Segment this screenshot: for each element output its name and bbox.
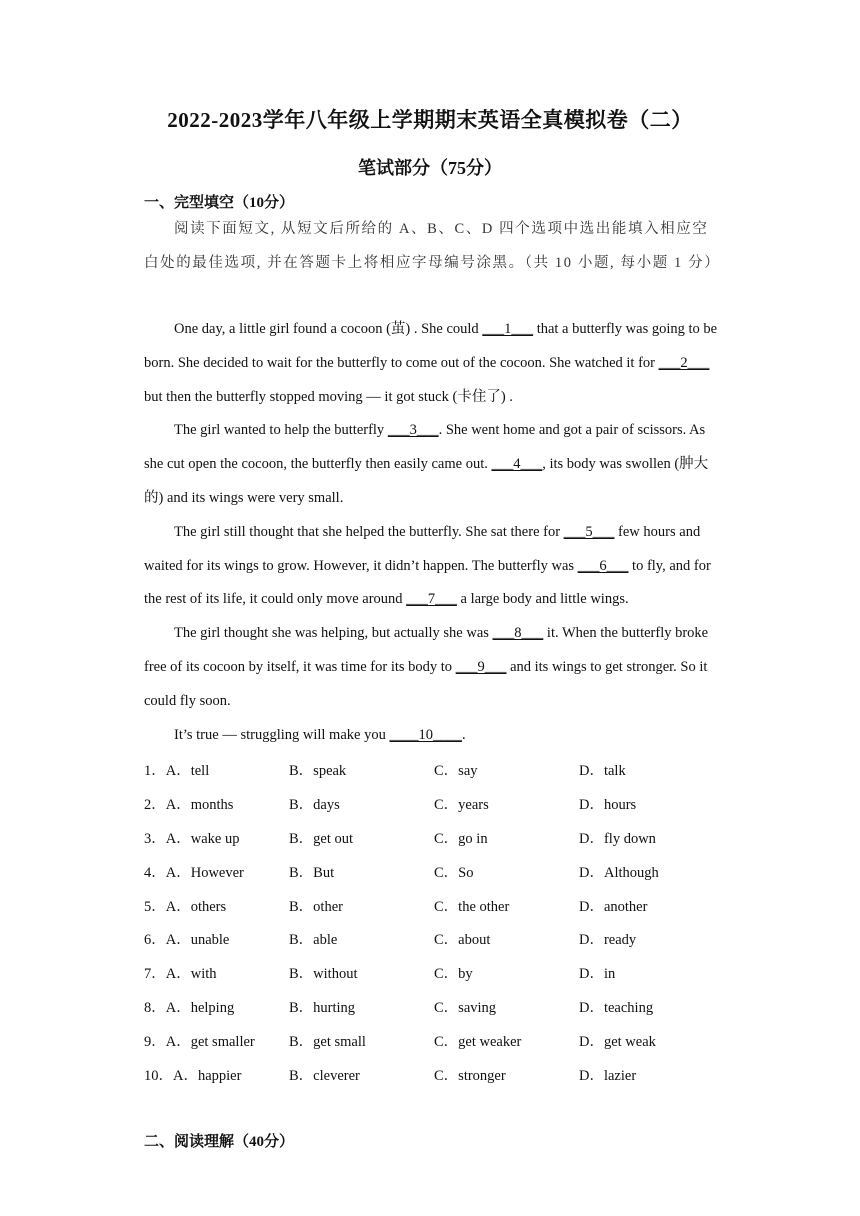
question-number: 9． [144, 1033, 166, 1050]
option-cell [289, 962, 434, 983]
option-b: B．get small [289, 1033, 366, 1050]
passage-text: to fly, and for the rest of its life, it could only move around [144, 557, 711, 608]
option-a: A．helping [165, 999, 235, 1016]
option-cell [289, 827, 434, 848]
option-d: D．get weak [579, 1033, 656, 1050]
question-number: 5． [144, 898, 166, 915]
passage-paragraph [144, 414, 718, 515]
cloze-blank: ___9___ [455, 658, 507, 675]
section-1-instruction: 阅读下面短文, 从短文后所给的 A、B、C、D 四个选项中选出能填入相应空白处的最佳选项, 并在答题卡上将相应字母编号涂黑。（共 10 小题, 每小题 1 分） [144, 221, 721, 271]
option-d: D．fly down [579, 830, 656, 847]
option-cell [144, 861, 289, 882]
option-cell [434, 895, 579, 916]
question-number: 7． [144, 966, 166, 983]
question-number: 10． [144, 1067, 173, 1084]
passage-paragraph [144, 617, 718, 718]
passage-text: One day, a little girl found a cocoon (茧) . She could [174, 321, 483, 337]
question-options-row [144, 854, 724, 888]
passage-paragraph [144, 313, 718, 414]
option-c: C．years [434, 797, 489, 814]
option-b: B．without [289, 966, 358, 983]
option-d: D．teaching [579, 999, 654, 1016]
cloze-blank: ___4___ [491, 456, 543, 473]
passage-text: . She went home and got a pair of scissors. As she cut open the cocoon, the butterfly then easily came out. [144, 422, 706, 473]
option-cell [144, 1064, 289, 1085]
passage-text: a large body and little wings. [456, 591, 629, 608]
option-a: A．However [165, 864, 244, 881]
option-cell [579, 793, 724, 814]
option-cell [579, 895, 724, 916]
option-cell [289, 759, 434, 780]
option-cell [579, 962, 724, 983]
passage-text: The girl wanted to help the butterfly [174, 422, 388, 439]
option-b: B．cleverer [289, 1067, 360, 1084]
option-cell [289, 928, 434, 949]
option-cell [144, 962, 289, 983]
question-options-row [144, 1057, 724, 1091]
option-cell [434, 928, 579, 949]
option-c: C．say [434, 763, 478, 780]
option-c: C．the other [434, 898, 510, 915]
option-a: A．tell [165, 763, 210, 780]
option-cell [144, 996, 289, 1017]
option-cell [289, 996, 434, 1017]
option-c: C．stronger [434, 1067, 506, 1084]
option-d: D．talk [579, 763, 626, 780]
option-cell [289, 895, 434, 916]
question-number: 4． [144, 864, 166, 881]
passage-text: but then the butterfly stopped moving — it got stuck (卡住了) . [144, 388, 513, 405]
option-d: D．hours [579, 797, 637, 814]
option-c: C．get weaker [434, 1033, 522, 1050]
question-options-row [144, 956, 724, 990]
cloze-passage [144, 313, 718, 752]
passage-paragraph [144, 516, 718, 617]
passage-paragraph [144, 719, 718, 753]
option-cell [289, 861, 434, 882]
option-cell [144, 895, 289, 916]
option-b: B．other [289, 898, 343, 915]
option-cell [144, 759, 289, 780]
question-options-row [144, 787, 724, 821]
option-cell [289, 793, 434, 814]
passage-text: that a butterfly was going to be born. She decided to wait for the butterfly to come out of the cocoon. She watched it for [144, 321, 718, 371]
option-d: D．ready [579, 932, 637, 949]
option-cell [434, 793, 579, 814]
option-d: D．another [579, 898, 648, 915]
option-b: B．able [289, 932, 338, 949]
question-options-row [144, 990, 724, 1024]
passage-text: The girl thought she was helping, but actually she was [174, 625, 493, 642]
option-cell [579, 1030, 724, 1051]
option-cell [144, 1030, 289, 1051]
passage-text: , its body was swollen (肿大的) and its wings were very small. [144, 456, 709, 506]
option-b: B．hurting [289, 999, 356, 1016]
passage-text: few hours and waited for its wings to grow. However, it didn’t happen. The butterfly was [144, 523, 701, 574]
option-cell [434, 759, 579, 780]
option-a: A．others [165, 898, 227, 915]
answer-options [144, 753, 724, 1091]
option-cell [144, 928, 289, 949]
option-a: A．with [165, 966, 217, 983]
option-b: B．get out [289, 830, 354, 847]
option-c: C．about [434, 932, 491, 949]
cloze-blank: ___5___ [563, 523, 615, 540]
option-cell [579, 996, 724, 1017]
passage-text: and its wings to get stronger. So it could fly soon. [144, 658, 708, 709]
section-2-heading: 二、阅读理解（40分） [144, 1134, 295, 1150]
option-cell [579, 1064, 724, 1085]
option-cell [579, 827, 724, 848]
option-b: B．speak [289, 763, 347, 780]
cloze-blank: ___7___ [406, 591, 457, 608]
option-cell [434, 827, 579, 848]
option-cell [579, 861, 724, 882]
cloze-blank: ___8___ [492, 625, 544, 642]
option-cell [289, 1030, 434, 1051]
cloze-blank: ____10____ [389, 726, 462, 743]
passage-text: . [461, 726, 466, 743]
cloze-blank: ___6___ [577, 557, 629, 574]
question-options-row [144, 1023, 724, 1057]
option-cell [434, 962, 579, 983]
question-number: 2． [144, 797, 166, 814]
passage-text: it. When the butterfly broke free of its cocoon by itself, it was time for its body to [144, 625, 709, 675]
option-cell [434, 1064, 579, 1085]
option-cell [579, 928, 724, 949]
exam-title: 2022-2023学年八年级上学期期末英语全真模拟卷（二） [167, 108, 693, 132]
option-c: C．go in [434, 830, 488, 847]
question-options-row [144, 753, 724, 787]
question-number: 8． [144, 999, 166, 1016]
cloze-blank: ___3___ [387, 422, 439, 439]
option-b: B．days [289, 797, 340, 814]
option-cell [434, 996, 579, 1017]
option-a: A．get smaller [165, 1033, 255, 1050]
option-d: D．Although [579, 864, 659, 881]
question-options-row [144, 821, 724, 855]
exam-subtitle: 笔试部分（75分） [358, 158, 502, 178]
option-cell [434, 861, 579, 882]
option-a: A．happier [173, 1067, 242, 1084]
option-cell [434, 1030, 579, 1051]
cloze-blank: ___1___ [482, 321, 534, 337]
passage-text: The girl still thought that she helped the butterfly. She sat there for [174, 523, 564, 540]
option-a: A．unable [165, 932, 230, 949]
option-cell [289, 1064, 434, 1085]
question-options-row [144, 922, 724, 956]
option-a: A．months [165, 797, 234, 814]
section-1-heading: 一、完型填空（10分） [144, 195, 295, 211]
option-cell [144, 793, 289, 814]
passage-text: It’s true — struggling will make you [174, 726, 390, 743]
option-c: C．So [434, 864, 474, 881]
option-b: B．But [289, 864, 335, 881]
question-number: 1． [144, 763, 166, 780]
question-options-row [144, 888, 724, 922]
option-d: D．lazier [579, 1067, 637, 1084]
option-cell [579, 759, 724, 780]
option-c: C．by [434, 966, 473, 983]
option-c: C．saving [434, 999, 497, 1016]
option-cell [144, 827, 289, 848]
question-number: 3． [144, 830, 166, 847]
question-number: 6． [144, 932, 166, 949]
option-d: D．in [579, 966, 616, 983]
cloze-blank: ___2___ [658, 354, 710, 371]
option-a: A．wake up [165, 830, 240, 847]
